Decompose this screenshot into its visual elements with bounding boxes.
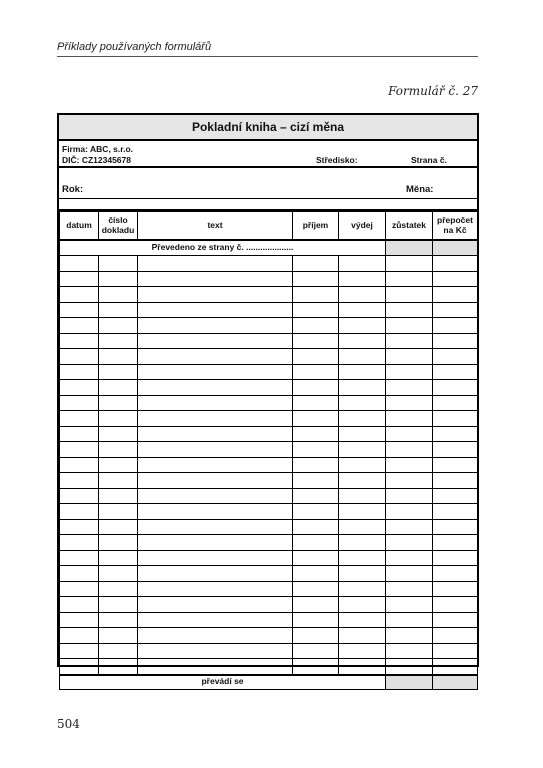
ledger-cell[interactable] — [339, 581, 386, 597]
ledger-cell[interactable] — [339, 659, 386, 675]
ledger-cell[interactable] — [138, 597, 293, 613]
ledger-row — [60, 256, 478, 272]
ledger-cell[interactable] — [293, 457, 339, 473]
ledger-cell[interactable] — [60, 643, 99, 659]
ledger-cell[interactable] — [433, 597, 478, 613]
ledger-cell[interactable] — [99, 612, 138, 628]
ledger-cell[interactable] — [293, 519, 339, 535]
ledger-cell[interactable] — [60, 380, 99, 396]
ledger-cell[interactable] — [60, 659, 99, 675]
ledger-cell[interactable] — [99, 442, 138, 458]
form-title: Pokladní kniha – cizí měna — [59, 115, 477, 141]
ledger-cell[interactable] — [293, 318, 339, 334]
ledger-cell[interactable] — [386, 581, 433, 597]
ledger-cell[interactable] — [293, 411, 339, 427]
ledger-cell[interactable] — [339, 597, 386, 613]
ledger-cell[interactable] — [433, 643, 478, 659]
ledger-cell[interactable] — [339, 473, 386, 489]
ledger-cell[interactable] — [386, 457, 433, 473]
ledger-cell[interactable] — [99, 333, 138, 349]
ledger-cell[interactable] — [60, 411, 99, 427]
tax-id: DIČ: CZ12345678 — [62, 155, 131, 165]
ledger-cell[interactable] — [433, 271, 478, 287]
ledger-cell[interactable] — [386, 395, 433, 411]
ledger-cell[interactable] — [433, 426, 478, 442]
ledger-cell[interactable] — [386, 597, 433, 613]
ledger-row — [60, 566, 478, 582]
company-name: Firma: ABC, s.r.o. — [62, 144, 134, 154]
ledger-cell[interactable] — [60, 318, 99, 334]
ledger-cell[interactable] — [60, 287, 99, 303]
ledger-cell[interactable] — [60, 426, 99, 442]
ledger-cell[interactable] — [339, 566, 386, 582]
ledger-row — [60, 519, 478, 535]
ledger-row — [60, 380, 478, 396]
ledger-cell[interactable] — [99, 457, 138, 473]
ledger-cell[interactable] — [293, 380, 339, 396]
company-block — [59, 141, 477, 168]
col-document-number-line1: číslo — [108, 215, 128, 226]
ledger-cell[interactable] — [339, 504, 386, 520]
ledger-cell[interactable] — [339, 550, 386, 566]
ledger-cell[interactable] — [99, 488, 138, 504]
col-document-number — [99, 212, 138, 241]
ledger-cell[interactable] — [386, 488, 433, 504]
ledger-cell[interactable] — [293, 333, 339, 349]
ledger-cell[interactable] — [293, 628, 339, 644]
carries-over-row — [60, 675, 478, 690]
ledger-cell[interactable] — [386, 643, 433, 659]
ledger-cell[interactable] — [433, 581, 478, 597]
cost-center-label: Středisko: — [316, 155, 358, 165]
ledger-cell[interactable] — [99, 535, 138, 551]
ledger-cell[interactable] — [60, 612, 99, 628]
ledger-cell[interactable] — [60, 442, 99, 458]
ledger-cell[interactable] — [99, 287, 138, 303]
ledger-cell[interactable] — [293, 535, 339, 551]
ledger-cell[interactable] — [99, 550, 138, 566]
ledger-cell[interactable] — [433, 519, 478, 535]
carried-forward-text: Převedeno ze strany č. .................... — [60, 240, 386, 256]
ledger-cell[interactable] — [293, 659, 339, 675]
ledger-header-row — [60, 212, 478, 241]
ledger-cell[interactable] — [60, 349, 99, 365]
ledger-cell[interactable] — [339, 643, 386, 659]
ledger-cell[interactable] — [386, 628, 433, 644]
ledger-cell[interactable] — [99, 380, 138, 396]
ledger-cell[interactable] — [386, 659, 433, 675]
ledger-cell[interactable] — [138, 287, 293, 303]
col-czk-conversion-line2: na Kč — [443, 224, 467, 235]
ledger-cell[interactable] — [386, 364, 433, 380]
ledger-cell[interactable] — [339, 380, 386, 396]
ledger-cell[interactable] — [60, 581, 99, 597]
ledger-row — [60, 504, 478, 520]
ledger-cell[interactable] — [293, 302, 339, 318]
ledger-cell[interactable] — [138, 426, 293, 442]
ledger-row — [60, 473, 478, 489]
ledger-cell[interactable] — [138, 364, 293, 380]
ledger-cell[interactable] — [386, 504, 433, 520]
ledger-cell[interactable] — [60, 504, 99, 520]
ledger-row — [60, 659, 478, 675]
ledger-row — [60, 628, 478, 644]
ledger-cell[interactable] — [99, 271, 138, 287]
ledger-cell[interactable] — [138, 488, 293, 504]
ledger-cell[interactable] — [339, 349, 386, 365]
ledger-row — [60, 442, 478, 458]
ledger-cell[interactable] — [138, 535, 293, 551]
carries-over-balance-cell — [386, 675, 433, 690]
ledger-row — [60, 597, 478, 613]
ledger-cell[interactable] — [138, 349, 293, 365]
ledger-cell[interactable] — [99, 566, 138, 582]
ledger-cell[interactable] — [386, 411, 433, 427]
ledger-cell[interactable] — [293, 643, 339, 659]
ledger-cell[interactable] — [293, 395, 339, 411]
ledger-cell[interactable] — [433, 380, 478, 396]
year-label: Rok: — [62, 184, 84, 195]
ledger-cell[interactable] — [386, 519, 433, 535]
ledger-row — [60, 457, 478, 473]
ledger-cell[interactable] — [386, 426, 433, 442]
ledger-row — [60, 287, 478, 303]
currency-label: Měna: — [406, 184, 434, 195]
ledger-row — [60, 302, 478, 318]
ledger-row — [60, 612, 478, 628]
ledger-cell[interactable] — [386, 535, 433, 551]
ledger-row — [60, 333, 478, 349]
ledger-cell[interactable] — [138, 302, 293, 318]
ledger-cell[interactable] — [138, 411, 293, 427]
ledger-cell[interactable] — [60, 473, 99, 489]
ledger-cell[interactable] — [433, 287, 478, 303]
spacer-row — [59, 199, 477, 211]
ledger-cell[interactable] — [60, 271, 99, 287]
running-head: Příklady používaných formulářů — [57, 41, 478, 57]
col-czk-conversion-line1: přepočet — [437, 215, 473, 226]
ledger-row — [60, 318, 478, 334]
ledger-cell[interactable] — [138, 566, 293, 582]
ledger-cell[interactable] — [386, 349, 433, 365]
form-number: Formulář č. 27 — [388, 84, 478, 98]
col-balance: zůstatek — [386, 212, 433, 241]
ledger-cell[interactable] — [433, 442, 478, 458]
col-czk-conversion — [433, 212, 478, 241]
ledger-cell[interactable] — [293, 271, 339, 287]
ledger-cell[interactable] — [60, 566, 99, 582]
ledger-cell[interactable] — [99, 364, 138, 380]
carried-forward-balance-cell — [386, 240, 433, 256]
ledger-cell[interactable] — [339, 333, 386, 349]
ledger-cell[interactable] — [138, 643, 293, 659]
ledger-cell[interactable] — [339, 256, 386, 272]
ledger-row — [60, 426, 478, 442]
ledger-cell[interactable] — [386, 442, 433, 458]
ledger-cell[interactable] — [433, 535, 478, 551]
ledger-cell[interactable] — [339, 628, 386, 644]
ledger-cell[interactable] — [293, 612, 339, 628]
ledger-cell[interactable] — [433, 659, 478, 675]
ledger-cell[interactable] — [99, 302, 138, 318]
ledger-row — [60, 581, 478, 597]
col-datum: datum — [60, 212, 99, 241]
ledger-body — [60, 256, 478, 675]
ledger-cell[interactable] — [433, 566, 478, 582]
ledger-cell[interactable] — [386, 333, 433, 349]
ledger-cell[interactable] — [99, 426, 138, 442]
ledger-cell[interactable] — [433, 628, 478, 644]
ledger-cell[interactable] — [386, 566, 433, 582]
ledger-cell[interactable] — [99, 628, 138, 644]
ledger-cell[interactable] — [99, 411, 138, 427]
ledger-cell[interactable] — [339, 457, 386, 473]
ledger-cell[interactable] — [60, 333, 99, 349]
ledger-cell[interactable] — [433, 612, 478, 628]
ledger-cell[interactable] — [293, 566, 339, 582]
carried-forward-czk-cell — [433, 240, 478, 256]
col-document-number-line2: dokladu — [101, 224, 135, 235]
ledger-cell[interactable] — [433, 504, 478, 520]
carried-forward-row — [60, 240, 478, 256]
ledger-cell[interactable] — [386, 612, 433, 628]
ledger-cell[interactable] — [138, 457, 293, 473]
ledger-cell[interactable] — [293, 550, 339, 566]
ledger-cell[interactable] — [293, 473, 339, 489]
ledger-cell[interactable] — [433, 318, 478, 334]
ledger-cell[interactable] — [293, 349, 339, 365]
col-income: příjem — [293, 212, 339, 241]
ledger-cell[interactable] — [60, 519, 99, 535]
ledger-cell[interactable] — [138, 612, 293, 628]
ledger-cell[interactable] — [293, 426, 339, 442]
ledger-cell[interactable] — [138, 519, 293, 535]
ledger-cell[interactable] — [339, 535, 386, 551]
ledger-cell[interactable] — [138, 442, 293, 458]
ledger-cell[interactable] — [138, 659, 293, 675]
ledger-cell[interactable] — [386, 318, 433, 334]
ledger-cell[interactable] — [293, 488, 339, 504]
ledger-cell[interactable] — [433, 457, 478, 473]
ledger-cell[interactable] — [386, 473, 433, 489]
ledger-cell[interactable] — [138, 504, 293, 520]
ledger-row — [60, 550, 478, 566]
ledger-cell[interactable] — [60, 535, 99, 551]
ledger-cell[interactable] — [339, 271, 386, 287]
ledger-cell[interactable] — [386, 287, 433, 303]
ledger-cell[interactable] — [138, 473, 293, 489]
ledger-cell[interactable] — [138, 380, 293, 396]
ledger-cell[interactable] — [433, 411, 478, 427]
ledger-cell[interactable] — [339, 364, 386, 380]
ledger-cell[interactable] — [99, 504, 138, 520]
ledger-cell[interactable] — [99, 395, 138, 411]
ledger-cell[interactable] — [386, 256, 433, 272]
ledger-cell[interactable] — [293, 504, 339, 520]
ledger-cell[interactable] — [138, 550, 293, 566]
ledger-cell[interactable] — [99, 581, 138, 597]
ledger-cell[interactable] — [60, 395, 99, 411]
ledger-cell[interactable] — [99, 349, 138, 365]
ledger-cell[interactable] — [339, 411, 386, 427]
ledger-cell[interactable] — [339, 426, 386, 442]
ledger-cell[interactable] — [339, 488, 386, 504]
ledger-cell[interactable] — [60, 628, 99, 644]
ledger-cell[interactable] — [99, 597, 138, 613]
ledger-cell[interactable] — [138, 628, 293, 644]
ledger-cell[interactable] — [386, 550, 433, 566]
ledger-cell[interactable] — [138, 581, 293, 597]
ledger-cell[interactable] — [138, 395, 293, 411]
ledger-cell[interactable] — [60, 488, 99, 504]
page-number: 504 — [57, 717, 80, 731]
ledger-cell[interactable] — [138, 271, 293, 287]
ledger-cell[interactable] — [60, 364, 99, 380]
ledger-cell[interactable] — [138, 318, 293, 334]
ledger-cell[interactable] — [99, 318, 138, 334]
col-expense: výdej — [339, 212, 386, 241]
ledger-cell[interactable] — [99, 519, 138, 535]
ledger-row — [60, 643, 478, 659]
ledger-row — [60, 349, 478, 365]
ledger-cell[interactable] — [99, 256, 138, 272]
ledger-row — [60, 271, 478, 287]
ledger-cell[interactable] — [433, 473, 478, 489]
ledger-cell[interactable] — [386, 302, 433, 318]
ledger-row — [60, 488, 478, 504]
ledger-cell[interactable] — [99, 643, 138, 659]
ledger-cell[interactable] — [433, 488, 478, 504]
ledger-cell[interactable] — [60, 302, 99, 318]
ledger-cell[interactable] — [293, 256, 339, 272]
cash-book-form — [57, 113, 479, 687]
ledger-row — [60, 411, 478, 427]
ledger-cell[interactable] — [293, 287, 339, 303]
ledger-table — [59, 211, 478, 690]
carries-over-czk-cell — [433, 675, 478, 690]
ledger-cell[interactable] — [99, 473, 138, 489]
ledger-cell[interactable] — [433, 395, 478, 411]
ledger-cell[interactable] — [433, 349, 478, 365]
ledger-cell[interactable] — [433, 550, 478, 566]
ledger-cell[interactable] — [293, 581, 339, 597]
ledger-cell[interactable] — [293, 597, 339, 613]
ledger-cell[interactable] — [339, 302, 386, 318]
ledger-cell[interactable] — [433, 302, 478, 318]
ledger-row — [60, 395, 478, 411]
ledger-row — [60, 364, 478, 380]
col-text: text — [138, 212, 293, 241]
carries-over-text: převádí se — [60, 675, 386, 690]
ledger-cell[interactable] — [386, 380, 433, 396]
ledger-cell[interactable] — [339, 612, 386, 628]
ledger-cell[interactable] — [138, 333, 293, 349]
ledger-row — [60, 535, 478, 551]
ledger-cell[interactable] — [138, 256, 293, 272]
ledger-cell[interactable] — [433, 364, 478, 380]
ledger-cell[interactable] — [60, 457, 99, 473]
ledger-cell[interactable] — [339, 519, 386, 535]
ledger-cell[interactable] — [99, 659, 138, 675]
ledger-cell[interactable] — [433, 333, 478, 349]
ledger-cell[interactable] — [60, 550, 99, 566]
ledger-cell[interactable] — [60, 256, 99, 272]
ledger-cell[interactable] — [293, 364, 339, 380]
ledger-cell[interactable] — [60, 597, 99, 613]
ledger-cell[interactable] — [433, 256, 478, 272]
ledger-cell[interactable] — [293, 442, 339, 458]
page-label: Strana č. — [411, 155, 447, 165]
year-block — [59, 168, 477, 199]
ledger-cell[interactable] — [339, 318, 386, 334]
ledger-cell[interactable] — [386, 271, 433, 287]
ledger-cell[interactable] — [339, 442, 386, 458]
ledger-cell[interactable] — [339, 287, 386, 303]
ledger-cell[interactable] — [339, 395, 386, 411]
